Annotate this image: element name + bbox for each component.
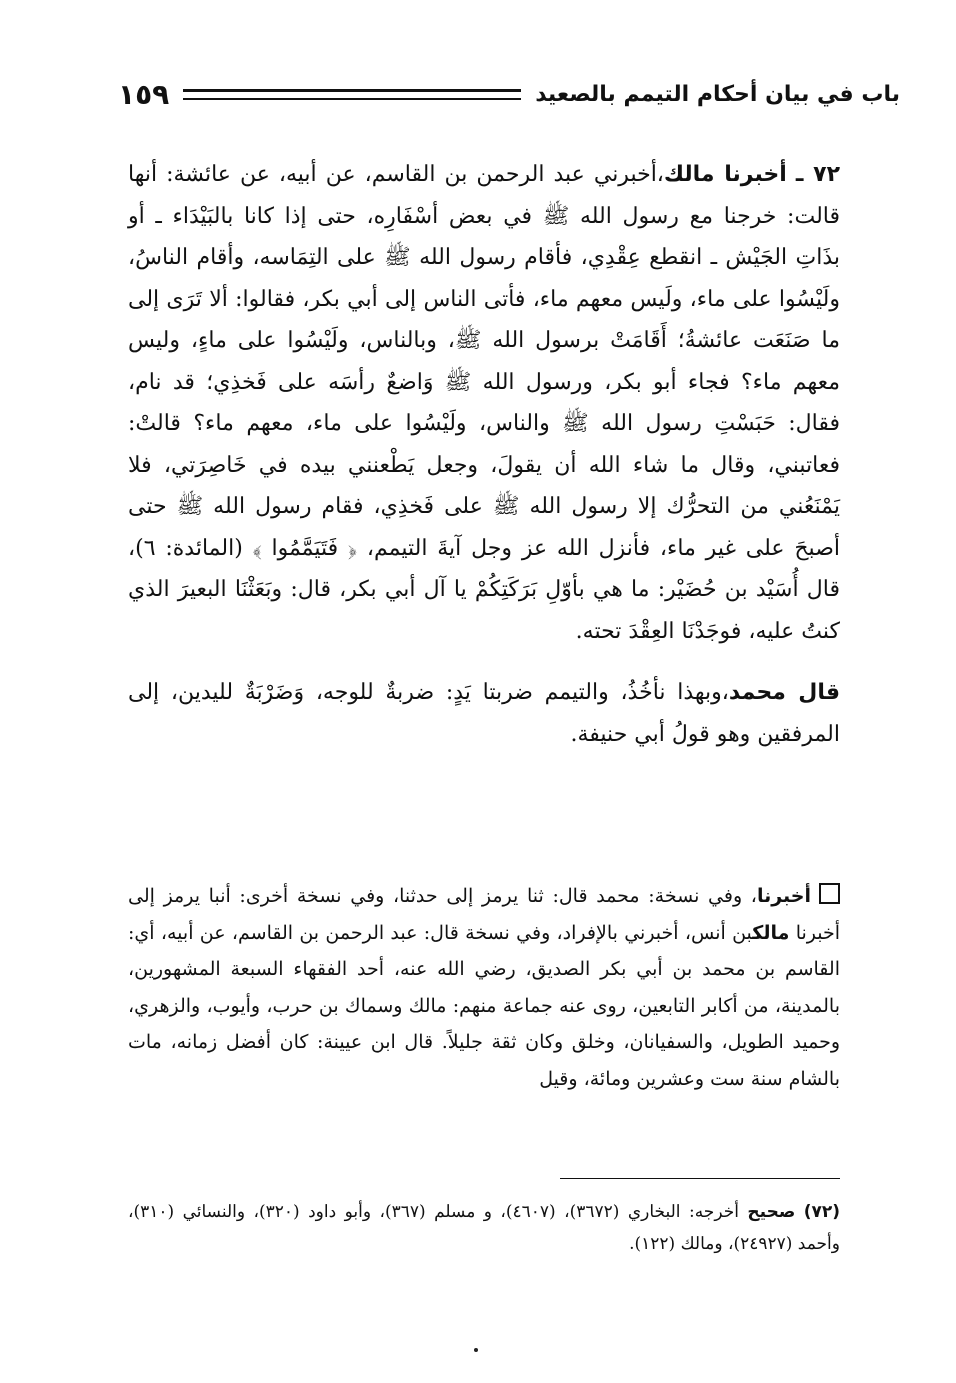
footnote-number: (٧٢) bbox=[803, 1202, 841, 1222]
footnote-text: أخرجه: البخاري (٣٦٧٢)، (٤٦٠٧)، و مسلم (٣٦٧)، وأبو داود (٣٢٠)، والنسائي (٣١٠)، وأحمد (٢٤٩٢٧)، ومالك (١٢٢). bbox=[128, 1202, 840, 1254]
scan-speck bbox=[474, 1348, 478, 1352]
chapter-title: باب في بيان أحكام التيمم بالصعيد bbox=[535, 81, 900, 107]
commentary-lead: أخبرنا bbox=[756, 885, 811, 907]
commentary-marker-icon bbox=[819, 883, 840, 904]
commentary-text-1: ، وفي نسخة: محمد قال: ثنا يرمز إلى حدثنا، وفي نسخة أخرى: أنبا يرمز إلى أخبرنا bbox=[128, 885, 841, 944]
footnote bbox=[128, 1196, 840, 1260]
commentary-name: مالك bbox=[752, 921, 790, 944]
commentary-paragraph bbox=[128, 878, 840, 1097]
statement-lead: قال محمد bbox=[728, 680, 840, 705]
page-number: ١٥٩ bbox=[118, 77, 170, 111]
header-rule bbox=[183, 89, 521, 100]
muhammad-statement bbox=[128, 672, 840, 755]
footnote-lead: صحيح bbox=[747, 1202, 796, 1222]
footnote-rule bbox=[560, 1178, 840, 1179]
hadith-paragraph bbox=[128, 154, 840, 652]
main-text bbox=[128, 154, 840, 755]
hadith-narrator-lead: أخبرنا مالك bbox=[663, 162, 787, 187]
commentary bbox=[128, 878, 840, 1097]
hadith-number: ٧٢ ـ bbox=[795, 162, 841, 187]
footnote-paragraph bbox=[128, 1196, 840, 1260]
commentary-text-2: بن أنس، أخبرني بالإفراد، وفي نسخة قال: عبد الرحمن بن القاسم، عن أبيه، أي: القاسم بن محمد بن أبي بكر الصديق، رضي الله عنه، أحد الفقهاء السبعة المشهورين، بالمدينة، من أكابر التابعين، روى عنه جماعة منهم: مالك وسماك بن حرب، وأيوب، والزهري، وحميد الطويل، والسفيانان، وخلق وكان ثقة جليلاً. قال ابن عيينة: كان أفضل زمانه، مات بالشام سنة ست وعشرين ومائة، وقيل bbox=[128, 921, 840, 1090]
hadith-text: ،أخبرني عبد الرحمن بن القاسم، عن أبيه، عن عائشة: أنها قالت: خرجنا مع رسول الله ﷺ في بعض أسْفَارِه، حتى إذا كانا بالبَيْدَاء ـ أو بذَاتِ الجَيْش ـ انقطع عِقْدِي، فأقام رسول الله ﷺ على التِمَاسه، وأقام الناسُ، ولَيْسُوا على ماء، ولَيس معهم ماء، فأتى الناس إلى أبي بكر، فقالوا: ألا تَرَى إلى ما صَنَعَت عائشةُ؛ أَقَامَتْ برسول الله ﷺ، وبالناس، ولَيْسُوا على ماءٍ، وليس معهم ماء؟ فجاء أبو بكر، ورسول الله ﷺ وَاضعٌ رأسَه على فَخذِي؛ قد نام، فقال: حَبَسْتِ رسول الله ﷺ والناس، ولَيْسُوا على ماء، معهم ماء؟ قالتْ: فعاتبني، وقال ما شاء الله أن يقولَ، وجعل يَطْعنني بيده في خَاصِرَتي، فلا يَمْنَعُني من التحرُّك إلا رسول الله ﷺ على فَخذِي، فقام رسول الله ﷺ حتى أصبحَ على غير ماء، فأنزل الله عز وجل آيةَ التيمم، ﴿ فَتَيَمَّمُوا ﴾ (المائدة: ٦)، قال أُسَيْد بن حُضَيْر: ما هي بأوّلِ بَرَكَتِكُمْ يا آل أبي بكر، قال: وبَعَثْنَا البعيرَ الذي كنتُ عليه، فوجَدْنَا العِقْدَ تحته. bbox=[128, 162, 840, 644]
page-header bbox=[118, 72, 900, 116]
statement-text: ،وبهذا نأخُذُ، والتيمم ضربتا يَدٍ: ضربةٌ للوجه، وَضَرْبَةٌ لليدين، إلى المرفقين وهو قولُ أبي حنيفة. bbox=[128, 680, 840, 747]
